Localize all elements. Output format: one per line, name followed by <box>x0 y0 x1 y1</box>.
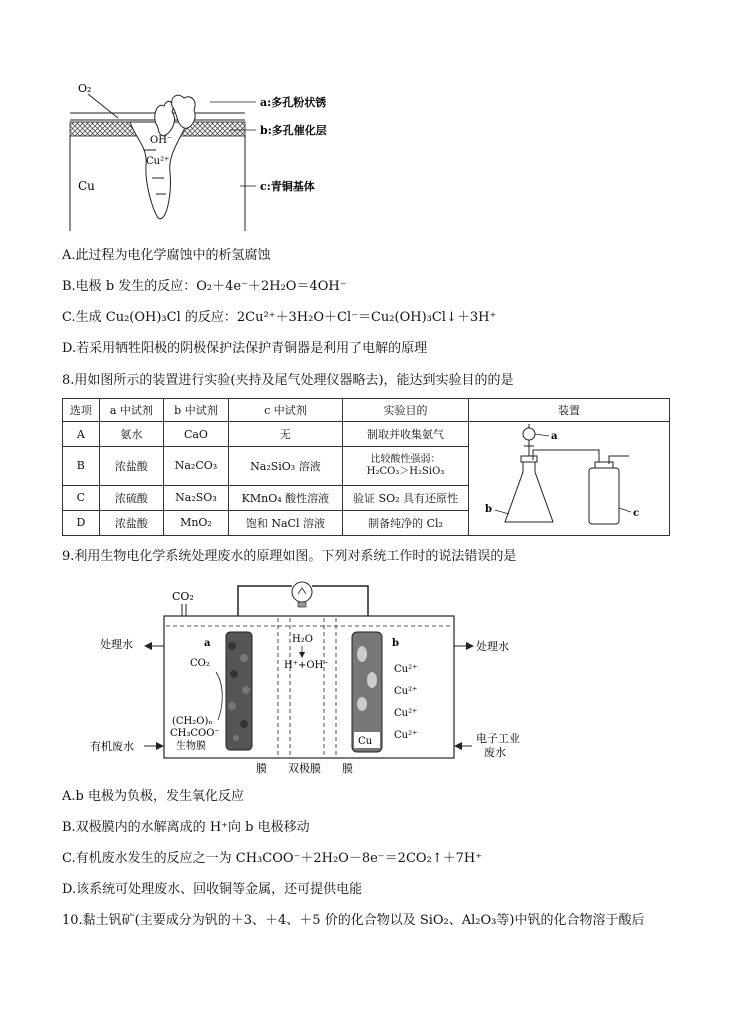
cu-label: Cu <box>78 179 95 193</box>
apparatus-b: b <box>485 504 492 515</box>
ch2o-label: (CH₂O)ₙ <box>172 716 213 727</box>
q9-option-a: A.b 电极为负极，发生氧化反应 <box>62 789 244 804</box>
table-header-row <box>63 399 670 422</box>
cell-b: Na₂SO₃ <box>164 485 229 510</box>
cell-goal: 制取并收集氨气 <box>343 422 469 447</box>
cu2-label-3: Cu²⁺ <box>394 708 418 719</box>
biofilm-label: 生物膜 <box>176 741 206 752</box>
cell-goal <box>343 447 469 485</box>
q7-option-b: B.电极 b 发生的反应：O₂＋4e⁻＋2H₂O＝4OH⁻ <box>62 279 347 294</box>
q10-stem: 10.黏土钒矿(主要成分为钒的＋3、＋4、＋5 价的化合物以及 SiO₂、Al₂O₃等)中钒的化合物溶于酸后 <box>62 913 645 928</box>
q9-option-d: D.该系统可处理废水、回收铜等金属，还可提供电能 <box>62 882 363 897</box>
o2-label: O₂ <box>78 82 92 95</box>
header-cell: b 中试剂 <box>164 399 229 422</box>
q9-option-c: C.有机废水发生的反应之一为 CH₃COO⁻＋2H₂O－8e⁻＝2CO₂↑＋7H⁺ <box>62 851 483 866</box>
q7-option-c: C.生成 Cu₂(OH)₃Cl 的反应：2Cu²⁺＋3H₂O＋Cl⁻＝Cu₂(OH)₃Cl↓＋3H⁺ <box>62 310 497 325</box>
bipolar-membrane-label: 双极膜 <box>288 762 321 775</box>
treated-water-right: 处理水 <box>476 640 509 653</box>
cell-c: Na₂SiO₃ 溶液 <box>228 447 342 485</box>
apparatus-a: a <box>551 431 558 442</box>
cell-a: 浓盐酸 <box>99 447 163 485</box>
cu-electrode-label: Cu <box>358 736 373 747</box>
q9-option-b: B.双极膜内的水解离成的 H⁺向 b 电极移动 <box>62 820 310 835</box>
cell-c: KMnO₄ 酸性溶液 <box>228 485 342 510</box>
header-cell: c 中试剂 <box>228 399 342 422</box>
cell-goal: 验证 SO₂ 具有还原性 <box>343 485 469 510</box>
oh-label: OH⁻ <box>150 135 173 146</box>
corrosion-diagram <box>60 76 360 236</box>
header-cell: 选项 <box>63 399 100 422</box>
cell-b: Na₂CO₃ <box>164 447 229 485</box>
header-cell: a 中试剂 <box>99 399 163 422</box>
electrode-a-label: a <box>204 638 211 649</box>
cell-a: 氨水 <box>99 422 163 447</box>
apparatus-c: c <box>633 508 640 519</box>
header-cell: 实验目的 <box>343 399 469 422</box>
h2o-label: H₂O <box>292 634 313 645</box>
header-cell: 装置 <box>469 399 670 422</box>
cell-b: CaO <box>164 422 229 447</box>
electrode-b-label: b <box>392 638 399 649</box>
treated-water-left: 处理水 <box>100 638 133 651</box>
cell-a: 浓硫酸 <box>99 485 163 510</box>
goal-line-1: 比较酸性强弱： <box>370 453 441 465</box>
cell-a: 浓盐酸 <box>99 510 163 535</box>
goal-line-2: H₂CO₃＞H₂SiO₃ <box>366 465 445 477</box>
label-c: c:青铜基体 <box>260 180 315 193</box>
q9-stem: 9.利用生物电化学系统处理废水的原理如图。下列对系统工作时的说法错误的是 <box>62 549 517 564</box>
table-row <box>63 422 670 447</box>
bioelectrochemical-diagram <box>80 574 540 784</box>
membrane-right-label: 膜 <box>342 762 353 775</box>
q8-stem: 8.用如图所示的装置进行实验(夹持及尾气处理仪器略去)，能达到实验目的的是 <box>62 373 514 388</box>
cell-goal: 制备纯净的 Cl₂ <box>343 510 469 535</box>
cell-c: 无 <box>228 422 342 447</box>
cu2-label-1: Cu²⁺ <box>394 664 418 675</box>
cell-c: 饱和 NaCl 溶液 <box>228 510 342 535</box>
cell-opt: A <box>63 422 100 447</box>
h-oh-label: H⁺+OH⁻ <box>284 660 329 671</box>
label-b: b:多孔催化层 <box>260 124 327 137</box>
electronic-wastewater-1: 电子工业 <box>476 732 520 745</box>
cu2-label: Cu²⁺ <box>146 156 170 167</box>
label-a: a:多孔粉状锈 <box>260 96 327 109</box>
co2-label: CO₂ <box>190 658 210 669</box>
q8-table <box>62 398 670 536</box>
membrane-left-label: 膜 <box>256 762 267 775</box>
organic-wastewater: 有机废水 <box>90 740 134 753</box>
cu2-label-4: Cu²⁺ <box>394 730 418 741</box>
cell-opt: D <box>63 510 100 535</box>
electronic-wastewater-2: 废水 <box>484 746 506 759</box>
q7-option-a: A.此过程为电化学腐蚀中的析氢腐蚀 <box>62 248 271 263</box>
ch3coo-label: CH₃COO⁻ <box>170 728 220 739</box>
cell-b: MnO₂ <box>164 510 229 535</box>
co2-top: CO₂ <box>172 590 194 603</box>
cell-opt: C <box>63 485 100 510</box>
cell-opt: B <box>63 447 100 485</box>
q7-option-d: D.若采用牺牲阳极的阴极保护法保护青铜器是利用了电解的原理 <box>62 341 428 356</box>
apparatus-diagram <box>469 422 669 532</box>
cu2-label-2: Cu²⁺ <box>394 686 418 697</box>
apparatus-cell <box>469 422 670 536</box>
